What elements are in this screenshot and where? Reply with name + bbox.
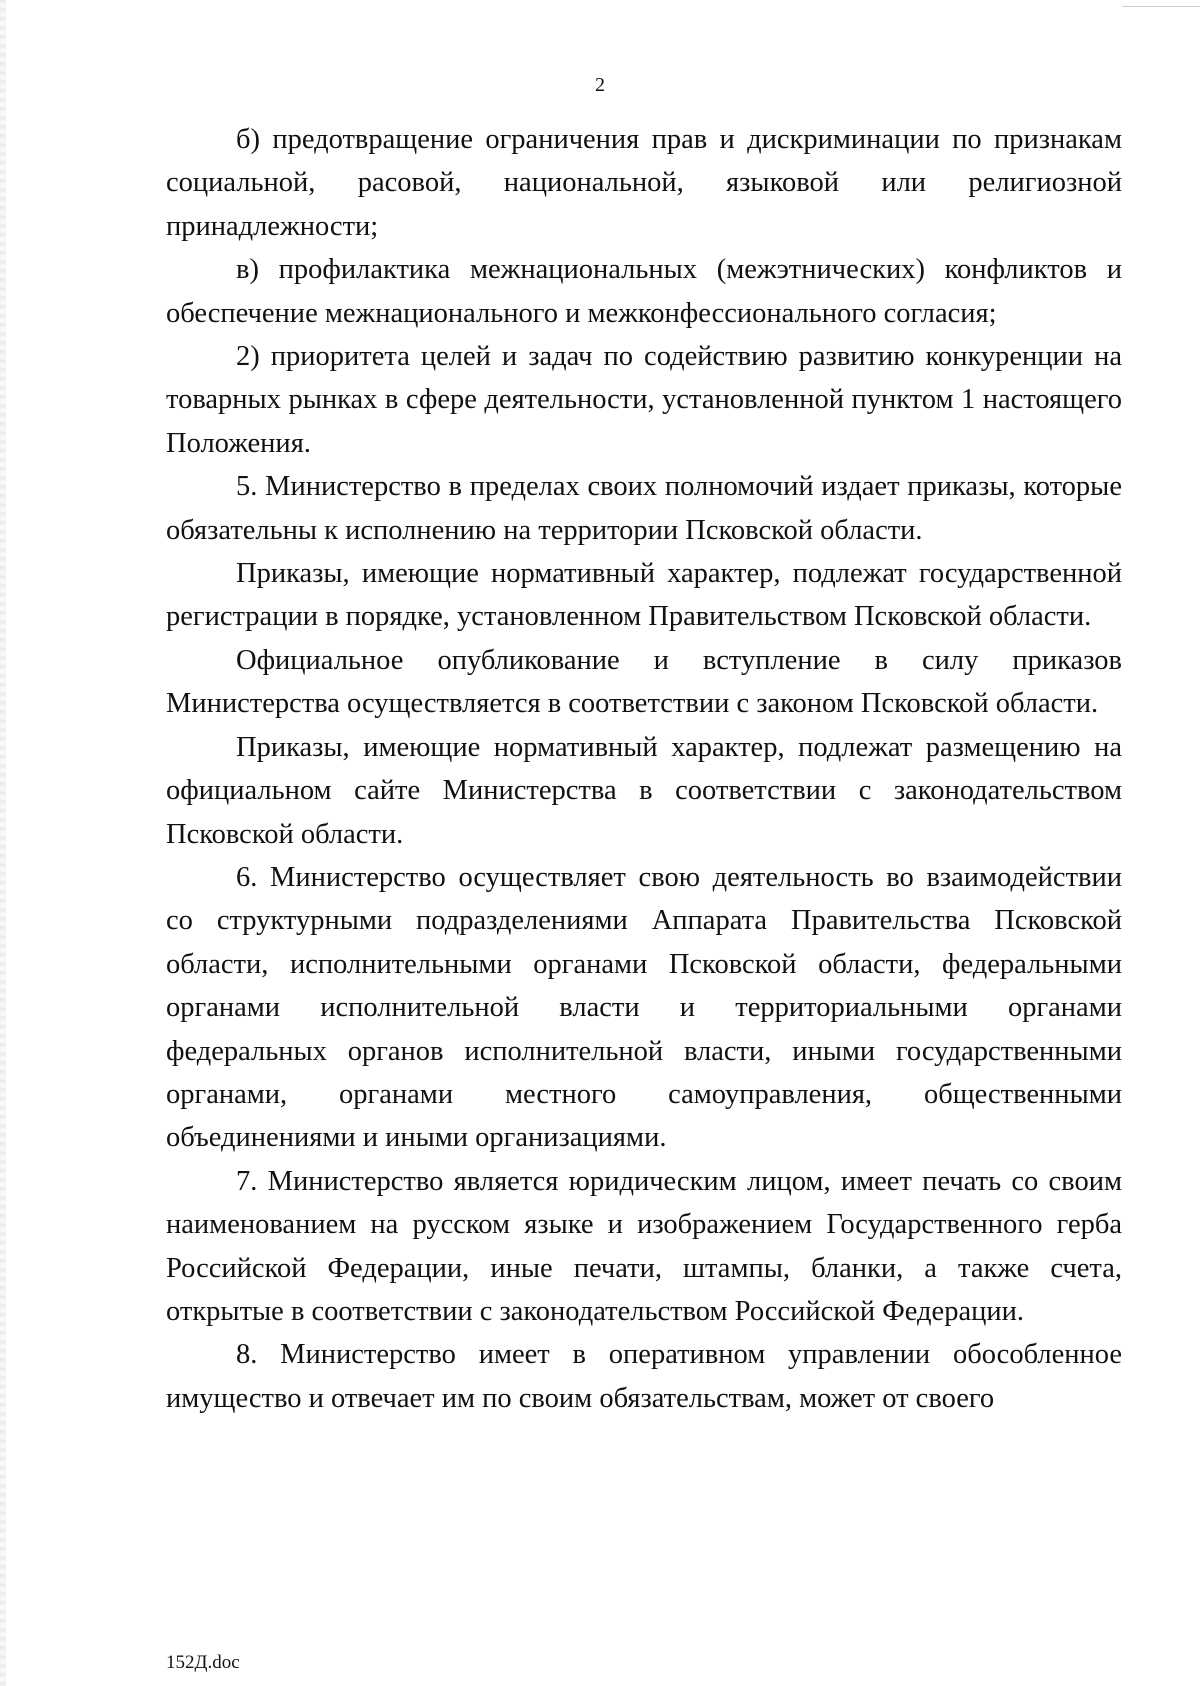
scan-edge-decoration [0,0,6,1686]
paragraph-b-discrimination: б) предотвращение ограничения прав и дискриминации по признакам социальной, расовой, национальной, языковой или религиозной принадлежности; [166,124,1122,242]
paragraph-8-property: 8. Министерство имеет в оперативном управлении обособленное имущество и отвечает им по своим обязательствам, может от своего [166,1339,1122,1414]
paragraph-orders-registration: Приказы, имеющие нормативный характер, подлежат государственной регистрации в порядке, установленном Правительством Псковской области. [166,558,1122,633]
footer-file-label: 152Д.doc [166,1652,240,1673]
paragraph-2-competition: 2) приоритета целей и задач по содействию развитию конкуренции на товарных рынках в сфере деятельности, установленной пунктом 1 настоящего Положения. [166,341,1122,459]
paragraph-7-legal-entity: 7. Министерство является юридическим лицом, имеет печать со своим наименованием на русском языке и изображением Государственного герба Российской Федерации, иные печати, штампы, бланки, а также счета, открытые в соответствии с законодательством Российской Федерации. [166,1165,1122,1327]
paragraph-v-conflict-prevention: в) профилактика межнациональных (межэтнических) конфликтов и обеспечение межнационального и межконфессионального согласия; [166,254,1122,329]
scan-corner-line [1122,6,1200,7]
paragraph-5-orders: 5. Министерство в пределах своих полномочий издает приказы, которые обязательны к исполнению на территории Псковской области. [166,471,1122,546]
paragraph-6-interaction: 6. Министерство осуществляет свою деятельность во взаимодействии со структурными подразделениями Аппарата Правительства Псковской области, исполнительными органами Псковской области, федеральными органами исполнительной власти и территориальными органами федеральных органов исполнительной власти, иными государственными органами, органами местного самоуправления, общественными объединениями и иными организациями. [166,861,1122,1154]
page-number: 2 [595,74,605,96]
document-body [166,118,1122,1420]
paragraph-orders-website: Приказы, имеющие нормативный характер, подлежат размещению на официальном сайте Министерства в соответствии с законодательством Псковской области. [166,731,1122,850]
paragraph-official-publication: Официальное опубликование и вступление в силу приказов Министерства осуществляется в соответствии с законом Псковской области. [166,644,1122,720]
